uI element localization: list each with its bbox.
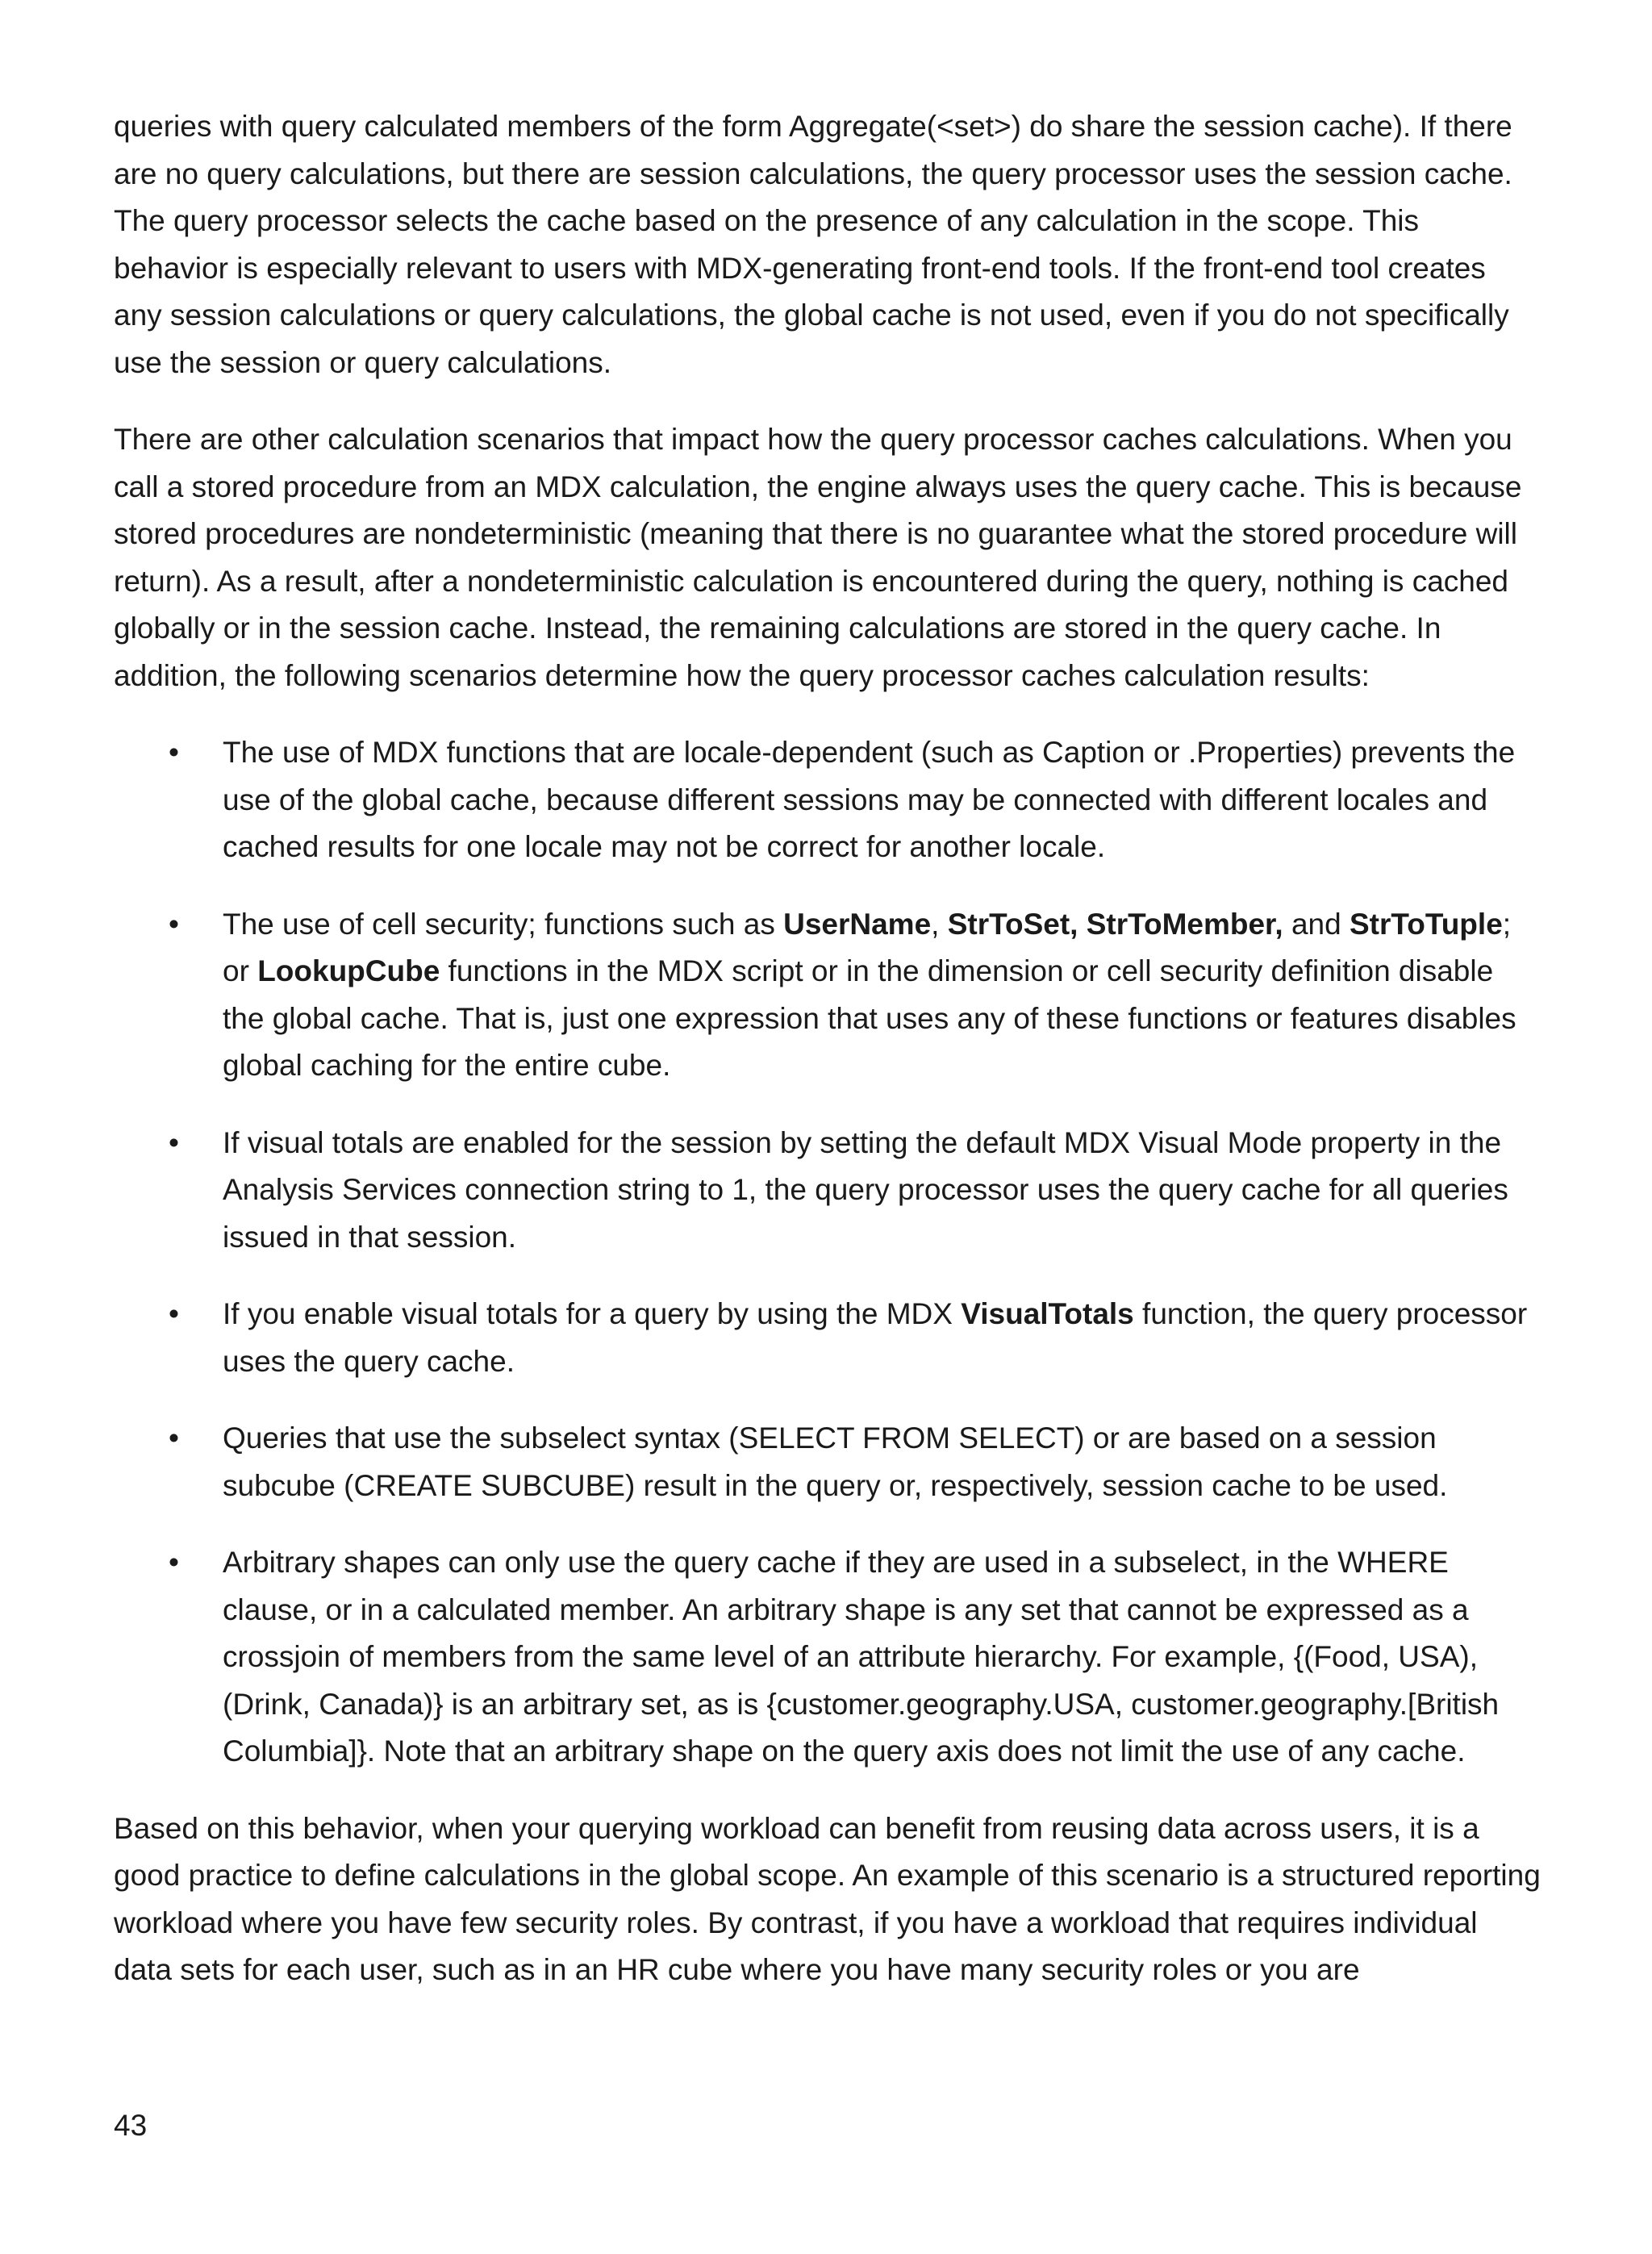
list-item [114,1291,1541,1385]
keyword-username: UserName [783,907,932,941]
text-run: If you enable visual totals for a query by using the MDX [223,1297,962,1330]
bullet-text-cell-security [223,908,1516,1083]
bullet-text-visualtotals [223,1297,1527,1378]
bullet-text-visual-mode: If visual totals are enabled for the session by setting the default MDX Visual Mode property in the Analysis Services connection string to 1, the query processor uses the query cache for all queries issued in that session. [223,1125,1508,1254]
paragraph-calculation-scenarios: There are other calculation scenarios that impact how the query processor caches calculations. When you call a stored procedure from an MDX calculation, the engine always uses the query cache. This is because stored procedures are nondeterministic (meaning that there is no guarantee what the stored procedure will return). As a result, after a nondeterministic calculation is encountered during the query, nothing is cached globally or in the session cache. Instead, the remaining calculations are stored in the query cache. In addition, the following scenarios determine how the query processor caches calculation results: [114,423,1522,692]
bullet-text-subselect: Queries that use the subselect syntax (SELECT FROM SELECT) or are based on a session subcube (CREATE SUBCUBE) result in the query or, respectively, session cache to be used. [223,1421,1448,1502]
bullet-text-arbitrary-shapes: Arbitrary shapes can only use the query cache if they are used in a subselect, in the WHERE clause, or in a calculated member. An arbitrary shape is any set that cannot be expressed as a crossjoin of members from the same level of an attribute hierarchy. For example, {(Food, USA), (Drink, Canada)} is an arbitrary set, as is {customer.geography.USA, customer.geography.[British Columbia]}. Note that an arbitrary shape on the query axis does not limit the use of any cache. [223,1546,1500,1768]
bullet-icon: • [169,736,179,769]
keyword-strtotuple: StrToTuple [1350,907,1503,941]
list-item [114,1539,1541,1776]
text-run: The use of cell security; functions such as [223,907,784,941]
text-run: , [931,907,948,941]
bullet-icon: • [169,1125,179,1159]
text-run: and [1283,907,1350,941]
keyword-visualtotals: VisualTotals [961,1297,1134,1330]
page-number: 43 [114,2109,148,2142]
bullet-icon: • [169,1297,179,1330]
text-run: ; or [223,907,1512,987]
bullet-text-locale: The use of MDX functions that are locale-dependent (such as Caption or .Properties) prevents the use of the global cache, because different sessions may be connected with different locales and cached results for one locale may not be correct for another locale. [223,736,1516,863]
bullet-icon: • [169,907,179,941]
list-item [114,901,1541,1090]
list-item [114,1415,1541,1509]
paragraph-cache-scope: queries with query calculated members of the form Aggregate(<set>) do share the session cache). If there are no query calculations, but there are session calculations, the query processor uses the session cache. The query processor selects the cache based on the presence of any calculation in the scope. This behavior is especially relevant to users with MDX-generating front-end tools. If the front-end tool creates any session calculations or query calculations, the global cache is not used, even if you do not specifically use the session or query calculations. [114,110,1512,379]
document-body [114,103,1541,2024]
text-run: functions in the MDX script or in the dimension or cell security definition disable the global cache. That is, just one expression that uses any of these functions or features disables global caching for the entire cube. [223,954,1516,1082]
list-item [114,1120,1541,1262]
scenario-bullet-list [114,729,1541,1776]
bullet-icon: • [169,1546,179,1579]
paragraph-global-scope-practice: Based on this behavior, when your querying workload can benefit from reusing data across users, it is a good practice to define calculations in the global scope. An example of this scenario is a structured reporting workload where you have few security roles. By contrast, if you have a workload that requires individual data sets for each user, such as in an HR cube where you have many security roles or you are [114,1811,1541,1986]
text-run: function, the query processor uses the query cache. [223,1297,1528,1378]
keyword-lookupcube: LookupCube [257,954,440,987]
bullet-icon: • [169,1421,179,1455]
list-item [114,729,1541,871]
keyword-strtoset-strtomember: StrToSet, StrToMember, [947,907,1283,941]
